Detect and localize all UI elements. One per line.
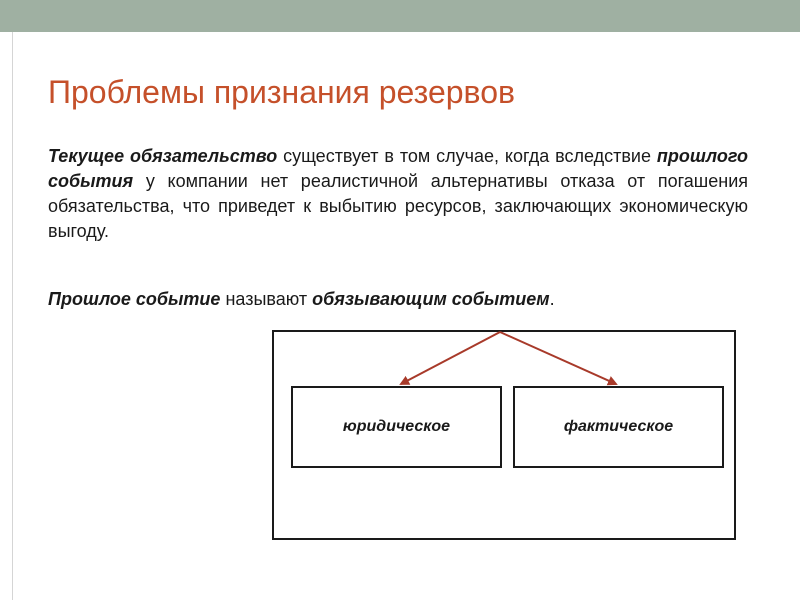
term-obligating-event: обязывающим событием [312, 289, 550, 309]
factual-box [513, 386, 724, 468]
term-past-event-2: Прошлое событие [48, 289, 221, 309]
factual-box-label: фактическое [563, 418, 674, 435]
top-decor-bar [0, 0, 800, 32]
paragraph2-text-1: называют [220, 289, 313, 309]
term-past-event: прошлого события [48, 146, 748, 191]
legal-box [291, 386, 502, 468]
left-decor-line [12, 32, 13, 600]
term-current-obligation: Текущее обязательство [48, 146, 278, 166]
legal-box-label: юридическое [342, 418, 451, 435]
definition-paragraph [48, 144, 748, 244]
paragraph1-text-1: существует в том случае, когда вследствие [277, 146, 657, 166]
slide-title: Проблемы признания резервов [48, 74, 515, 110]
paragraph2-text-2: . [549, 289, 555, 309]
paragraph1-text-2: у компании нет реалистичной альтернативы отказа от погашения обязательства, что приведет к выбытию ресурсов, заключающих экономическую выгоду. [48, 171, 748, 241]
past-event-paragraph [48, 287, 748, 312]
